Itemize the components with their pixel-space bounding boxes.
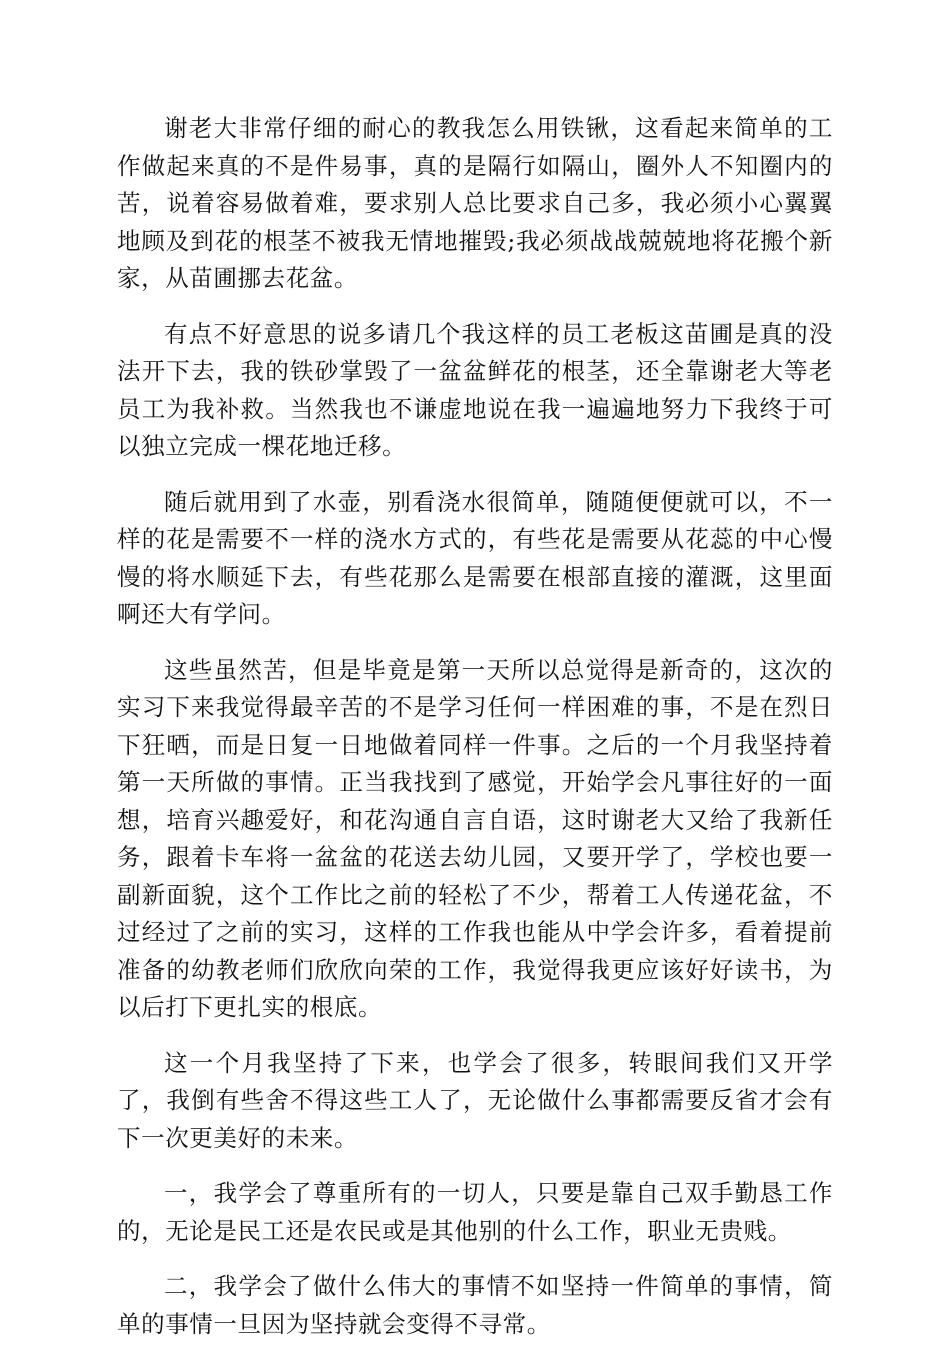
- paragraph-3: 随后就用到了水壶，别看浇水很简单，随随便便就可以，不一样的花是需要不一样的浇水方式的，有些花是需要从花蕊的中心慢慢的将水顺延下去，有些花那么是需要在根部直接的灌溉，这里面啊还大有学问。: [117, 487, 833, 628]
- paragraph-5: 这一个月我坚持了下来，也学会了很多，转眼间我们又开学了，我倒有些舍不得这些工人了，无论做什么事都需要反省才会有下一次更美好的未来。: [117, 1048, 833, 1152]
- paragraph-6: 一，我学会了尊重所有的一切人，只要是靠自己双手勤恳工作的，无论是民工还是农民或是其他别的什么工作，职业无贵贱。: [117, 1179, 833, 1245]
- paragraph-7: 二，我学会了做什么伟大的事情不如坚持一件简单的事情，简单的事情一旦因为坚持就会变得不寻常。: [117, 1272, 833, 1338]
- paragraph-1: 谢老大非常仔细的耐心的教我怎么用铁锹，这看起来简单的工作做起来真的不是件易事，真的是隔行如隔山，圈外人不知圈内的苦，说着容易做着难，要求别人总比要求自己多，我必须小心翼翼地顾及到花的根茎不被我无情地摧毁;我必须战战兢兢地将花搬个新家，从苗圃挪去花盆。: [117, 114, 833, 292]
- paragraph-4: 这些虽然苦，但是毕竟是第一天所以总觉得是新奇的，这次的实习下来我觉得最辛苦的不是学习任何一样困难的事，不是在烈日下狂晒，而是日复一日地做着同样一件事。之后的一个月我坚持着第一天所做的事情。正当我找到了感觉，开始学会凡事往好的一面想，培育兴趣爱好，和花沟通自言自语，这时谢老大又给了我新任务，跟着卡车将一盆盆的花送去幼儿园，又要开学了，学校也要一副新面貌，这个工作比之前的轻松了不少，帮着工人传递花盆，不过经过了之前的实习，这样的工作我也能从中学会许多，看着提前准备的幼教老师们欣欣向荣的工作，我觉得我更应该好好读书，为以后打下更扎实的根底。: [117, 655, 833, 1021]
- document-body: [117, 110, 833, 1361]
- paragraph-2: 有点不好意思的说多请几个我这样的员工老板这苗圃是真的没法开下去，我的铁砂掌毁了一盆盆鲜花的根茎，还全靠谢老大等老员工为我补救。当然我也不谦虚地说在我一遍遍地努力下我终于可以独立完成一棵花地迁移。: [117, 319, 833, 460]
